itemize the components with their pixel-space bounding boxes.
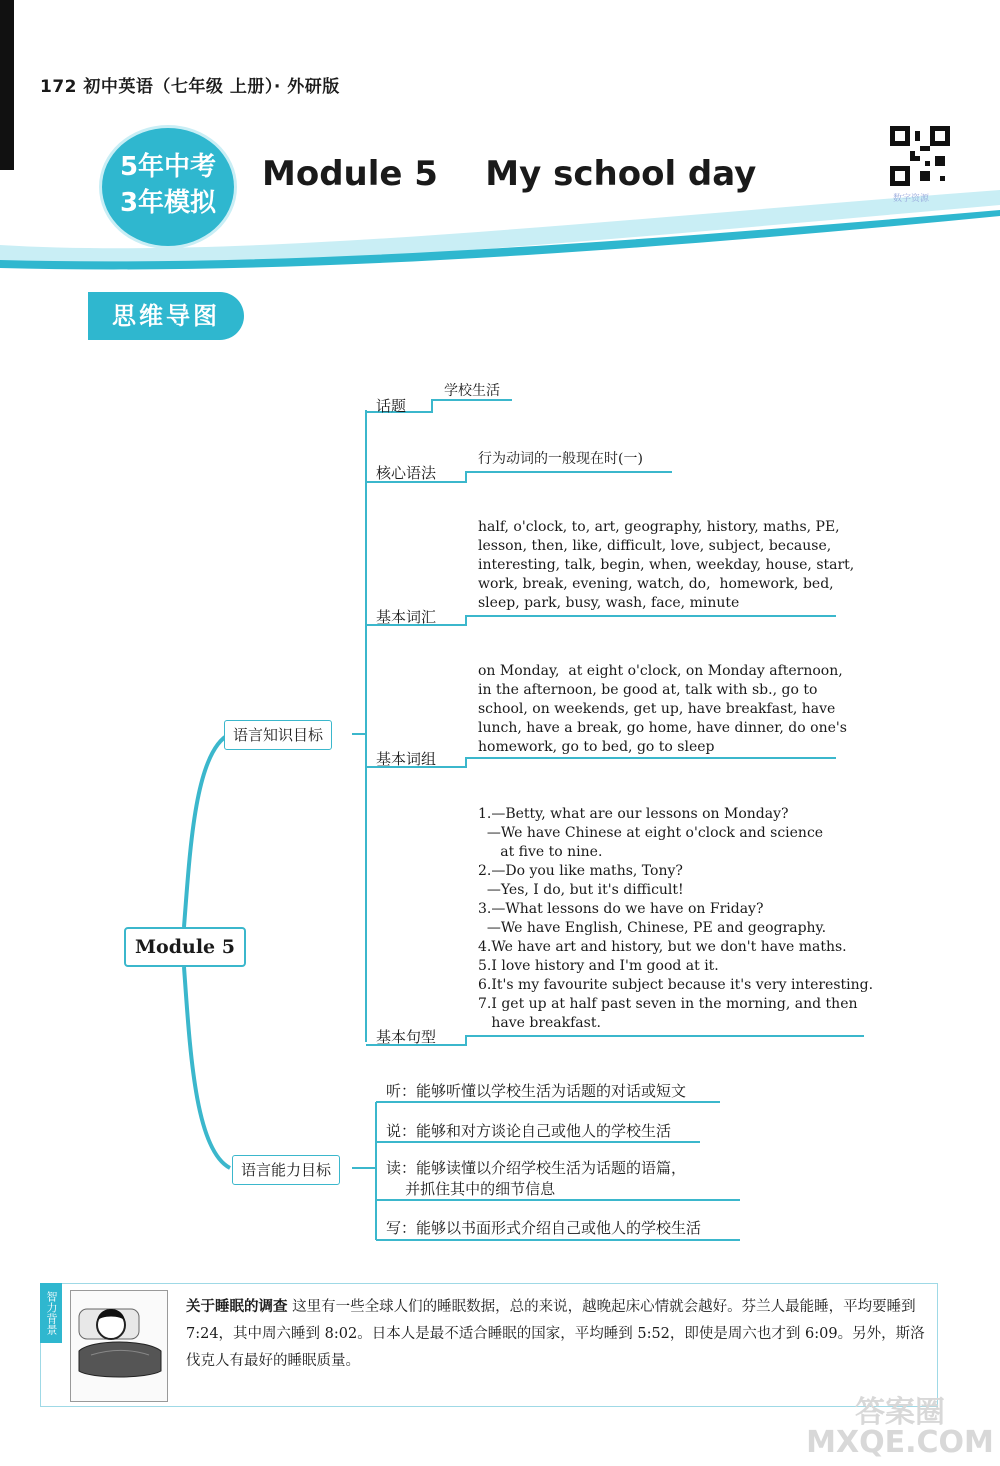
node-sentences-label: 基本句型 <box>376 1028 437 1046</box>
ability-speaking: 说：能够和对方谈论自己或他人的学校生活 <box>386 1122 672 1140</box>
ability-writing: 写：能够以书面形式介绍自己或他人的学校生活 <box>386 1219 702 1237</box>
node-topic-content: 学校生活 <box>444 383 500 399</box>
node-topic-label: 话题 <box>376 397 407 415</box>
qr-caption: 数字资源 <box>893 194 930 204</box>
background-info-heading: 关于睡眠的调查 <box>186 1298 288 1315</box>
module-title: Module 5 My school day <box>262 154 757 194</box>
watermark-line-2: MXQE.COM <box>806 1425 994 1460</box>
logo-line-1: 5年中考 <box>119 152 217 182</box>
background-info-tab: 智力背景 <box>40 1283 62 1343</box>
background-info-body: 这里有一些全球人们的睡眠数据，总的来说，越晚起床心情就会越好。芬兰人最能睡，平均要睡到 7:24，其中周六睡到 8:02。日本人是最不适合睡眠的国家，平均睡到 5:52，即使是周六也才到 6:09。另外，斯洛伐克人有最好的睡眠质量。 <box>186 1299 925 1369</box>
node-phrases-content: on Monday, at eight o'clock, on Monday afternoon, in the afternoon, be good at, talk with sb., go to school, on weekends, get up, have breakfast, have lunch, have a break, go home, have dinner, do one's homework, go to bed, go to sleep <box>478 663 847 755</box>
node-phrases-label: 基本词组 <box>376 750 437 768</box>
node-vocabulary-label: 基本词汇 <box>376 608 437 626</box>
logo-line-2: 3年模拟 <box>119 188 217 218</box>
ability-reading: 读：能够读懂以介绍学校生活为话题的语篇， 并抓住其中的细节信息 <box>386 1159 687 1198</box>
node-vocabulary-content: half, o'clock, to, art, geography, history, maths, PE, lesson, then, like, difficult, love, subject, because, interesting, talk, begin, when, weekday, house, start, work, break, evening, watch, do, homework, bed, sleep, park, busy, wash, face, minute <box>478 519 855 611</box>
qr-code-icon[interactable] <box>890 126 950 186</box>
node-grammar-content: 行为动词的一般现在时(一) <box>478 451 643 467</box>
branch-ability-goals: 语言能力目标 <box>232 1155 340 1185</box>
sleeping-girl-illustration <box>70 1290 168 1402</box>
node-sentences-content: 1.—Betty, what are our lessons on Monday? —We have Chinese at eight o'clock and science at five to nine. 2.—Do you like maths, Tony? —Yes, I do, but it's difficult! 3.—What lessons do we have on Friday? —We have English, Chinese, PE and geography. 4.We have art and history, but we don't have maths. 5.I love history and I'm good at it. 6.It's my favourite subject because it's very interesting. 7.I get up at half past seven in the morning, and then have breakfast. <box>478 806 874 1031</box>
page-edge-shadow <box>0 0 14 170</box>
ability-listening: 听：能够听懂以学校生活为话题的对话或短文 <box>386 1082 687 1100</box>
section-tab-mindmap: 思维导图 <box>88 292 244 340</box>
running-header: 172 初中英语（七年级 上册）· 外研版 <box>40 77 340 97</box>
watermark <box>800 1395 1000 1466</box>
brand-logo <box>102 128 234 246</box>
branch-knowledge-goals: 语言知识目标 <box>224 720 332 750</box>
background-info-text <box>186 1293 931 1375</box>
node-grammar-label: 核心语法 <box>376 464 437 482</box>
mindmap-root-node: Module 5 <box>124 927 246 967</box>
watermark-line-1: 答案圈 <box>855 1395 945 1430</box>
